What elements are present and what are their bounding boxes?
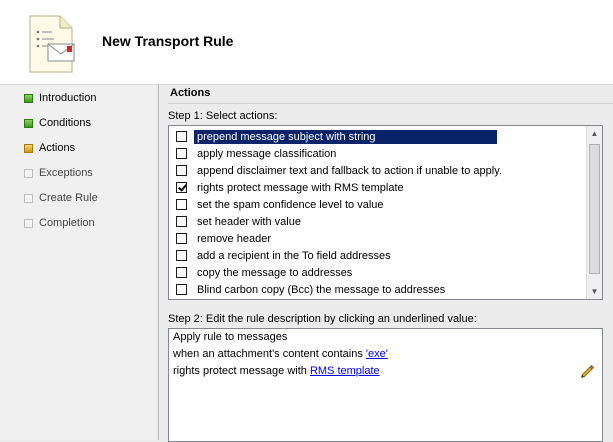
list-item[interactable]: [169, 196, 497, 213]
list-item[interactable]: [169, 230, 497, 247]
nav-item-conditions[interactable]: [24, 115, 91, 131]
scrollbar-thumb[interactable]: [589, 144, 600, 274]
rule-description-box: [168, 328, 603, 442]
action-label: apply message classification: [197, 147, 337, 160]
step1-label: Step 1: Select actions:: [168, 110, 278, 122]
description-line: Apply rule to messages: [173, 331, 288, 343]
description-text: when an attachment's content contains: [173, 348, 366, 360]
nav-item-label: Actions: [39, 142, 76, 154]
action-checkbox[interactable]: [176, 199, 187, 210]
action-label: rights protect message with RMS template: [197, 181, 404, 194]
pending-status-icon: [24, 169, 33, 178]
rms-template-link[interactable]: RMS template: [309, 365, 380, 377]
action-label: add a recipient in the To field addresses: [197, 249, 391, 262]
action-label: Blind carbon copy (Bcc) the message to addresses: [197, 283, 446, 296]
actions-list[interactable]: [168, 125, 603, 300]
list-item[interactable]: [169, 128, 497, 145]
list-item[interactable]: [169, 264, 497, 281]
action-checkbox[interactable]: [176, 267, 187, 278]
nav-item-label: Introduction: [39, 92, 97, 104]
wizard-nav: [0, 85, 156, 440]
action-checkbox[interactable]: [176, 148, 187, 159]
section-divider: [168, 103, 613, 104]
scroll-down-icon[interactable]: ▼: [590, 287, 599, 296]
current-status-icon: [24, 144, 33, 153]
complete-status-icon: [24, 94, 33, 103]
list-item[interactable]: [169, 179, 497, 196]
action-label: copy the message to addresses: [197, 266, 353, 279]
description-line: [173, 365, 380, 377]
actions-scrollbar[interactable]: [586, 126, 602, 299]
nav-item-label: Create Rule: [39, 192, 98, 204]
action-checkbox[interactable]: [176, 216, 187, 227]
action-checkbox[interactable]: [176, 131, 187, 142]
nav-item-label: Exceptions: [39, 167, 93, 179]
pencil-icon[interactable]: [579, 363, 595, 379]
step2-label: Step 2: Edit the rule description by clicking an underlined value:: [168, 313, 477, 325]
wizard-header: [0, 0, 613, 85]
nav-divider: [158, 85, 159, 440]
action-checkbox[interactable]: [176, 284, 187, 295]
nav-item-completion[interactable]: [24, 215, 95, 231]
action-checkbox[interactable]: [176, 233, 187, 244]
main-panel: [160, 85, 613, 440]
action-label: remove header: [197, 232, 271, 245]
nav-item-exceptions[interactable]: [24, 165, 93, 181]
attachment-content-link[interactable]: 'exe': [365, 348, 388, 360]
list-item[interactable]: [169, 213, 497, 230]
page-title: New Transport Rule: [102, 33, 234, 49]
description-line: [173, 348, 388, 360]
nav-item-create-rule[interactable]: [24, 190, 98, 206]
action-label: set header with value: [197, 215, 301, 228]
list-item[interactable]: [169, 281, 497, 298]
pending-status-icon: [24, 219, 33, 228]
nav-item-introduction[interactable]: [24, 90, 96, 106]
action-label: set the spam confidence level to value: [197, 198, 384, 211]
list-item[interactable]: [169, 145, 497, 162]
section-title: Actions: [170, 87, 211, 99]
list-item[interactable]: [169, 247, 497, 264]
description-text: rights protect message with: [173, 365, 310, 377]
nav-item-actions[interactable]: [24, 140, 75, 156]
nav-item-label: Conditions: [39, 117, 91, 129]
nav-item-label: Completion: [39, 217, 95, 229]
action-checkbox[interactable]: [176, 182, 187, 193]
complete-status-icon: [24, 119, 33, 128]
action-label: prepend message subject with string: [194, 130, 497, 144]
action-checkbox[interactable]: [176, 250, 187, 261]
action-label: append disclaimer text and fallback to action if unable to apply.: [197, 164, 502, 177]
pending-status-icon: [24, 194, 33, 203]
action-checkbox[interactable]: [176, 165, 187, 176]
scroll-up-icon[interactable]: ▲: [590, 129, 599, 138]
list-item[interactable]: [169, 162, 502, 179]
document-envelope-icon: [26, 14, 78, 74]
